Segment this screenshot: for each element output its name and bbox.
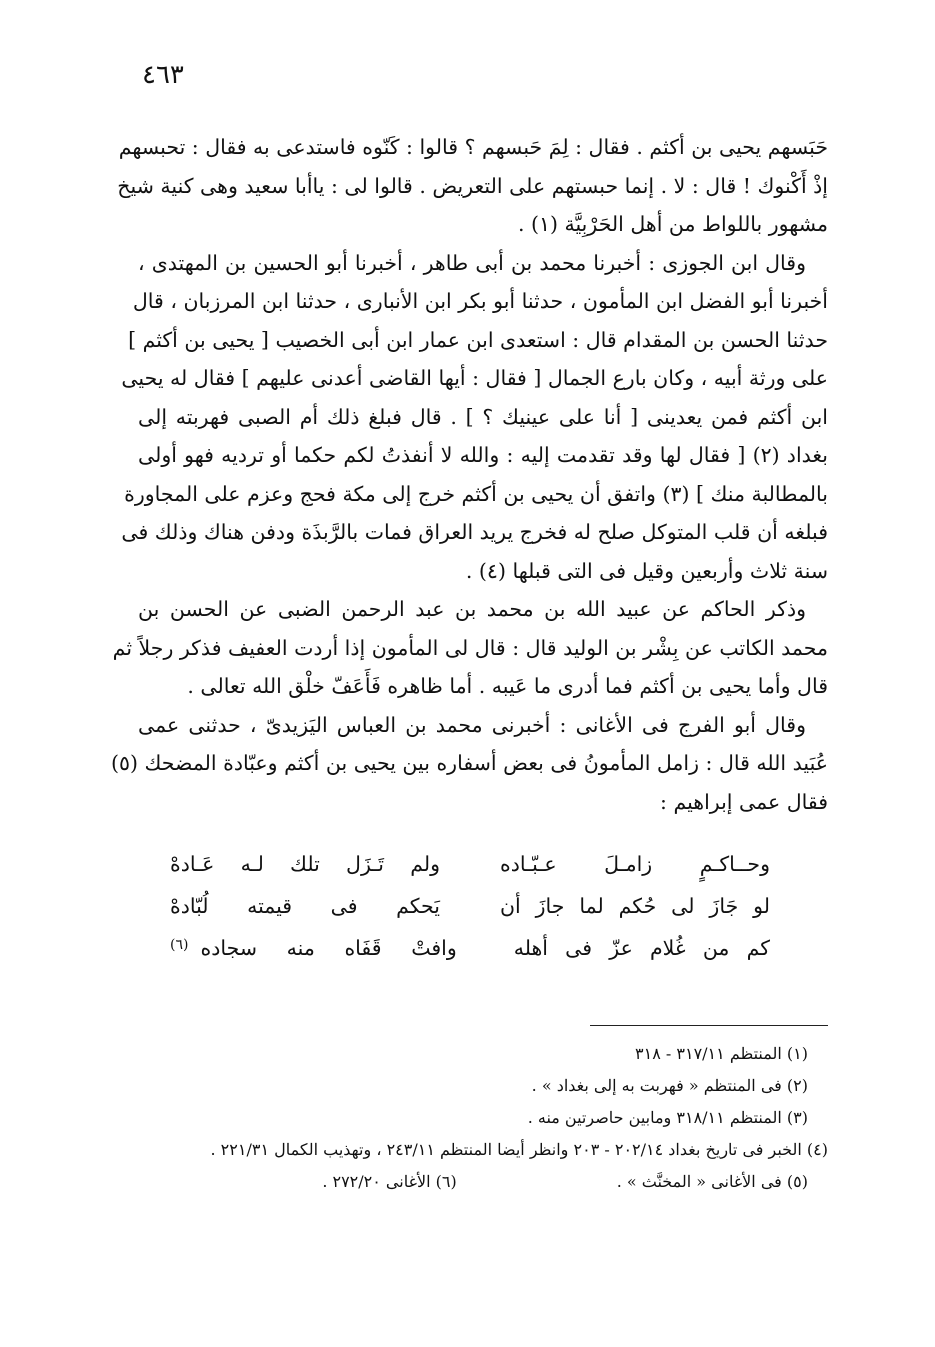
verse-line [170,936,770,978]
text-line: عُبَيد الله قال : زامل المأمونُ فى بعض أسفاره بين يحيى بن أكثم وعبّادة المضحك (٥) [111,751,828,775]
text-line: قال وأما يحيى بن أكثم فما أدرى ما عَيبه . أما ظاهره فَأَعَفّ خلْق الله تعالى . [187,674,828,698]
verse-second-hemistich: ولم تَـزَل تلك لـه عَـادهْ [170,852,440,876]
verse-first-hemistich: لو جَازَ لى حُكم لما جازَ أن [500,894,770,918]
text-line: بغداد (٢) [ فقال لها وقد تقدمت إليه : والله لا أنفذتُ لكم حكما أو ترديه فهو أولى [138,443,828,467]
main-text [111,128,828,821]
verse-first-hemistich: كم من غُلام عزّ فى أهله [513,936,770,960]
footnote-5: (٥) فى الأغانى « المخنَّث » . [616,1172,808,1191]
footnote-6: (٦) الأغانى ٢٧٢/٢٠ . [322,1172,457,1191]
footnote-3: (٣) المنتظم ٣١٨/١١ ومابين حاصرتين منه . [527,1108,808,1127]
footnote-2: (٢) فى المنتظم « فهربت به إلى بغداد » . [531,1076,808,1095]
verse-second-hemistich: يَحكم فى قيمته لُبّادهْ [170,894,440,918]
footnotes [138,1038,828,1198]
page-number: ٤٦٣ [142,60,184,90]
footnote-separator [590,1025,828,1026]
verse-footnote-marker: (٦) [170,937,189,953]
text-line: وقال أبو الفرج فى الأغانى : أخبرنى محمد بن العباس اليَزيدىّ ، حدثنى عمى [138,712,806,737]
verse-second-hemistich: وافتْ قَفَاه منه سجاده [200,936,457,960]
footnote-1: (١) المنتظم ٣١٧/١١ - ٣١٨ [635,1044,808,1063]
text-line: فقال عمى إبراهيم : [660,789,828,814]
text-line: على ورثة أبيه ، وكان بارع الجمال [ فقال : أيها القاضى أعدنى عليهم ] فقال له يحيى [121,366,828,390]
verse-line [170,852,770,894]
text-line: بالمطالبة منك ] (٣) واتفق أن يحيى بن أكثم خرج إلى مكة فحج وعزم على المجاورة [124,481,828,506]
text-line: مشهور باللواط من أهل الحَرْبِيَّة (١) . [517,212,828,236]
footnote-4: (٤) الخبر فى تاريخ بغداد ٢٠٢/١٤ - ٢٠٣ وانظر أيضا المنتظم ٢٤٣/١١ ، وتهذيب الكمال ٢٢١/٣١ . [210,1140,828,1159]
text-line: وذكر الحاكم عن عبيد الله بن محمد بن عبد الرحمن الضبى عن الحسن بن [138,597,806,621]
verse-line [170,894,770,936]
text-line: ابن أكثم فمن يعدينى [ أنا على عينيك ؟ ] . قال فبلغ ذلك أم الصبى فهربته إلى [138,404,828,429]
text-line: فبلغه أن قلب المتوكل صلح له فخرج يريد العراق فمات بالرَّبذَة ودفن هناك وذلك فى [121,520,828,544]
text-line: حدثنا الحسن بن المقدام قال : استعدى ابن عمار ابن أبى الخصيب [ يحيى بن أكثم ] [128,327,828,352]
text-line: حَبَسهم يحيى بن أكثم . فقال : لِمَ حَبسهم ؟ قالوا : كَنّوه فاستدعى به فقال : تحبسهم [118,135,828,159]
verse-first-hemistich: وحــاكـمٍ زامـلَ عـبّـاده [500,852,770,876]
poem [170,852,770,978]
text-line: محمد الكاتب عن بِشْر بن الوليد قال : قال لى المأمون إذا أردت العفيف فذكر رجلاً ثم [112,635,828,660]
footnote-row [138,1166,828,1198]
text-line: وقال ابن الجوزى : أخبرنا محمد بن أبى طاهر ، أخبرنا أبو الحسين بن المهتدى ، [138,250,806,275]
text-line: أخبرنا أبو الفضل ابن المأمون ، حدثنا أبو بكر ابن الأنبارى ، حدثنا ابن المرزبان ، قال [132,289,828,313]
text-line: سنة ثلاث وأربعين وقيل فى التى قبلها (٤) . [465,558,828,583]
text-line: إذْ أَكْنوك ! قال : لا . إنما حبستهم على التعريض . قالوا لى : ياأبا سعيد وهى كنية شيخ [117,173,828,198]
